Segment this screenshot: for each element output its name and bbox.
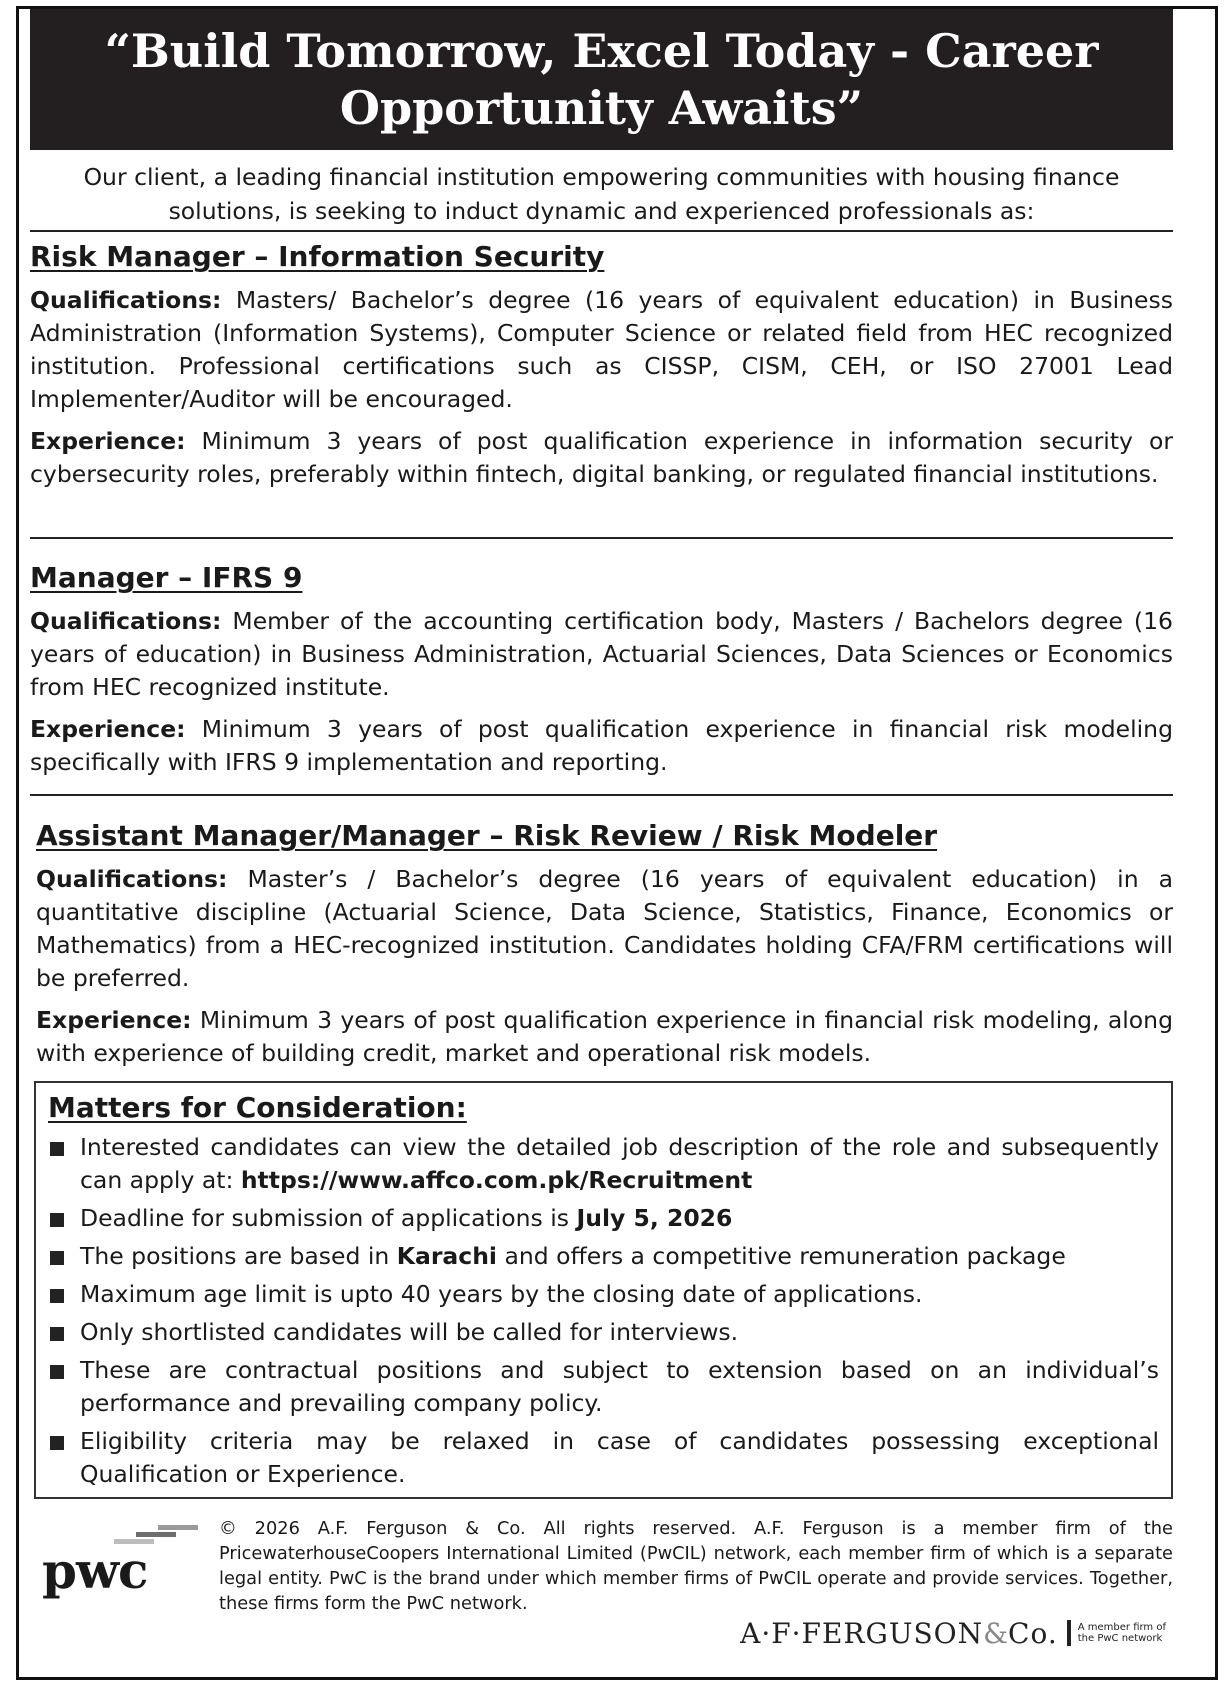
copyright-text: © 2026 A.F. Ferguson & Co. All rights reserved. A.F. Ferguson is a member firm of the PricewaterhouseCoopers International Limited (PwCIL) network, each member firm of which is a separate legal entity. PwC is the brand under which member firms of PwCIL operate and provide services. Together, these firms form the PwC network. <box>219 1518 1173 1614</box>
list-item: Only shortlisted candidates will be called for interviews. <box>48 1316 1159 1349</box>
bullet-square-icon <box>50 1365 64 1379</box>
intro-text: Our client, a leading financial institution empowering communities with housing finance solutions, is seeking to induct dynamic and experienced professionals as: <box>83 163 1120 225</box>
headline-banner <box>30 9 1173 150</box>
headline-line-2: Opportunity Awaits” <box>339 81 864 135</box>
pwc-logo-word: pwc <box>42 1541 148 1600</box>
pwc-logo <box>40 1523 200 1600</box>
qualifications-text: Master’s / Bachelor’s degree (16 years of equivalent education) in a quantitative discipline (Actuarial Science, Data Science, Statistics, Finance, Economics or Mathematics) from a HEC-recognized institution. Candidates holding CFA/FRM certifications will be preferred. <box>36 865 1173 992</box>
experience-label: Experience: <box>30 715 186 743</box>
experience <box>30 713 1173 779</box>
qualifications <box>30 605 1173 704</box>
headline-line-1: “Build Tomorrow, Excel Today - Career <box>104 24 1099 78</box>
bullet-square-icon <box>50 1213 64 1227</box>
job-section-ifrs9 <box>30 559 1173 779</box>
qualifications-label: Qualifications: <box>36 865 228 893</box>
job-section-risk-modeler <box>36 817 1173 1070</box>
bullet-square-icon <box>50 1142 64 1156</box>
matters-box <box>34 1081 1173 1499</box>
qualifications-text: Member of the accounting certification body, Masters / Bachelors degree (16 years of education) in Business Administration, Actuarial Sciences, Data Sciences or Economics from HEC recognized institute. <box>30 607 1173 701</box>
qualifications <box>36 863 1173 995</box>
bullet-square-icon <box>50 1251 64 1265</box>
list-item: Deadline for submission of applications is July 5, 2026 <box>48 1202 1159 1235</box>
list-item: Eligibility criteria may be relaxed in case of candidates possessing exceptional Qualification or Experience. <box>48 1425 1159 1491</box>
experience-text: Minimum 3 years of post qualification experience in information security or cybersecurity roles, preferably within fintech, digital banking, or regulated financial institutions. <box>30 427 1173 488</box>
experience <box>36 1004 1173 1070</box>
deadline-date: July 5, 2026 <box>576 1204 733 1232</box>
divider <box>30 230 1173 232</box>
bullet-square-icon <box>50 1327 64 1341</box>
brand-separator <box>1067 1620 1071 1646</box>
list-item: Maximum age limit is upto 40 years by the closing date of applications. <box>48 1278 1159 1311</box>
list-item: Interested candidates can view the detailed job description of the role and subsequently can apply at: https://www.affco.com.pk/Recruitment <box>48 1131 1159 1197</box>
experience-label: Experience: <box>36 1006 192 1034</box>
apply-link[interactable]: https://www.affco.com.pk/Recruitment <box>240 1166 753 1194</box>
brand-co: Co. <box>1008 1616 1058 1650</box>
qualifications <box>30 284 1173 416</box>
af-ferguson-logo <box>740 1615 1166 1651</box>
job-title: Assistant Manager/Manager – Risk Review / Risk Modeler <box>36 819 938 852</box>
divider <box>30 794 1173 796</box>
brand-note: A member firm of the PwC network <box>1077 1622 1166 1644</box>
divider <box>30 537 1173 539</box>
matters-title: Matters for Consideration: <box>48 1091 467 1124</box>
experience-label: Experience: <box>30 427 186 455</box>
experience-text: Minimum 3 years of post qualification experience in financial risk modeling, along with experience of building credit, market and operational risk models. <box>36 1006 1173 1067</box>
bullet-square-icon <box>50 1436 64 1450</box>
experience <box>30 425 1173 491</box>
job-title: Risk Manager – Information Security <box>30 240 605 273</box>
experience-text: Minimum 3 years of post qualification experience in financial risk modeling specifically with IFRS 9 implementation and reporting. <box>30 715 1173 776</box>
brand-name: A·F·FERGUSON <box>740 1616 984 1650</box>
list-item: The positions are based in Karachi and offers a competitive remuneration package <box>48 1240 1159 1273</box>
qualifications-text: Masters/ Bachelor’s degree (16 years of equivalent education) in Business Administration (Information Systems), Computer Science or related field from HEC recognized institution. Professional certifications such as CISSP, CISM, CEH, or ISO 27001 Lead Implementer/Auditor will be encouraged. <box>30 286 1173 413</box>
job-title: Manager – IFRS 9 <box>30 561 303 594</box>
qualifications-label: Qualifications: <box>30 286 222 314</box>
job-section-risk-manager <box>30 238 1173 491</box>
list-item: These are contractual positions and subject to extension based on an individual’s performance and prevailing company policy. <box>48 1354 1159 1420</box>
location: Karachi <box>396 1242 497 1270</box>
qualifications-label: Qualifications: <box>30 607 222 635</box>
brand-ampersand: & <box>983 1616 1009 1650</box>
bullet-square-icon <box>50 1289 64 1303</box>
